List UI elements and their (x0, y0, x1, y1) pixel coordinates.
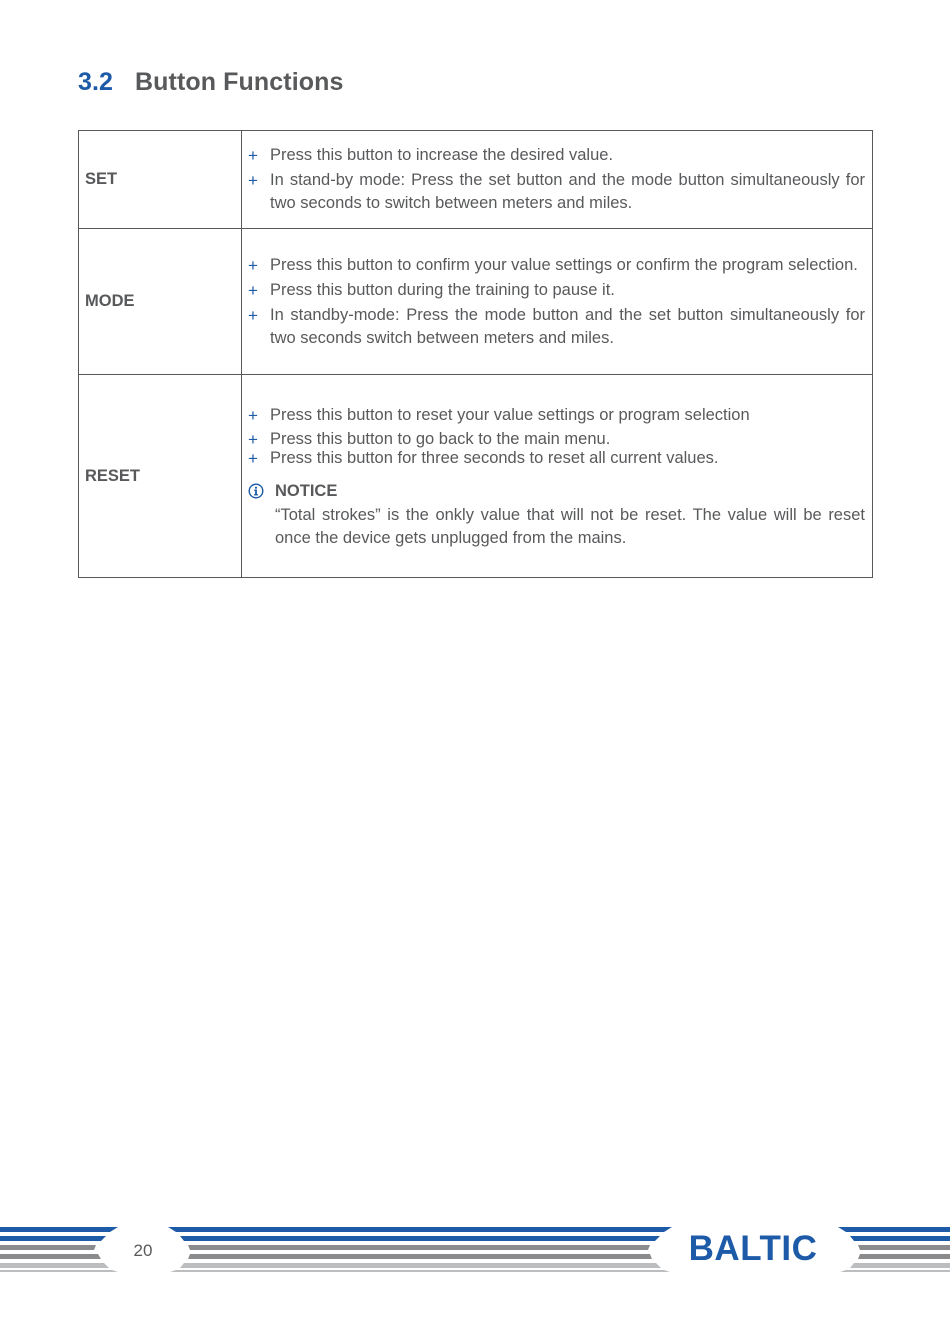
description-mode (242, 229, 873, 375)
list-item (248, 279, 865, 302)
bullet-text: Press this button to reset your value settings or program selection (270, 406, 750, 424)
plus-icon: + (248, 280, 258, 300)
bullet-list (248, 144, 865, 215)
list-item (248, 144, 865, 167)
list-item (248, 169, 865, 215)
description-set (242, 131, 873, 229)
notice-heading: NOTICE (275, 480, 865, 503)
brand-logo: BALTIC (688, 1229, 818, 1268)
list-item (248, 254, 865, 277)
list-item (248, 449, 865, 468)
footer-stripe-left (0, 1227, 118, 1272)
bullet-list (248, 254, 865, 350)
bullet-text: Press this button to confirm your value settings or confirm the program selection. (270, 255, 858, 274)
description-reset (242, 375, 873, 578)
bullet-text: Press this button during the training to pause it. (270, 280, 615, 299)
notice-text: “Total strokes” is the onkly value that will not be reset. The value will be reset once the device gets unplugged from the mains. (275, 506, 865, 547)
bullet-text: In stand-by mode: Press the set button and the mode button simultaneously for two seconds to switch between meters and miles. (270, 171, 865, 212)
button-name-set: SET (79, 131, 242, 229)
info-circle-icon (248, 483, 264, 499)
footer-stripe-middle (168, 1227, 672, 1272)
plus-icon: + (248, 449, 258, 468)
plus-icon: + (248, 430, 258, 449)
table-row-mode (79, 229, 873, 375)
footer-stripe-right (838, 1227, 950, 1272)
plus-icon: + (248, 406, 258, 425)
bullet-list (248, 404, 865, 427)
section-number: 3.2 (78, 68, 114, 96)
table-row-set (79, 131, 873, 229)
button-functions-table (78, 130, 873, 578)
bullet-list (248, 430, 865, 468)
plus-icon: + (248, 146, 258, 165)
bullet-text: In standby-mode: Press the mode button and the set button simultaneously for two seconds switch between meters and miles. (270, 305, 865, 347)
list-item (248, 404, 865, 427)
bullet-text: Press this button to increase the desired value. (270, 146, 614, 164)
plus-icon: + (248, 171, 258, 190)
plus-icon: + (248, 255, 258, 275)
button-name-reset: RESET (79, 375, 242, 578)
section-title: Button Functions (135, 68, 344, 96)
bullet-text: Press this button for three seconds to reset all current values. (270, 449, 719, 467)
table-row-reset (79, 375, 873, 578)
list-item (248, 304, 865, 350)
plus-icon: + (248, 305, 258, 325)
notice-box (248, 480, 865, 550)
button-name-mode: MODE (79, 229, 242, 375)
bullet-text: Press this button to go back to the main menu. (270, 430, 611, 448)
list-item (248, 430, 865, 449)
page-number: 20 (133, 1241, 153, 1260)
section-heading (78, 68, 344, 97)
